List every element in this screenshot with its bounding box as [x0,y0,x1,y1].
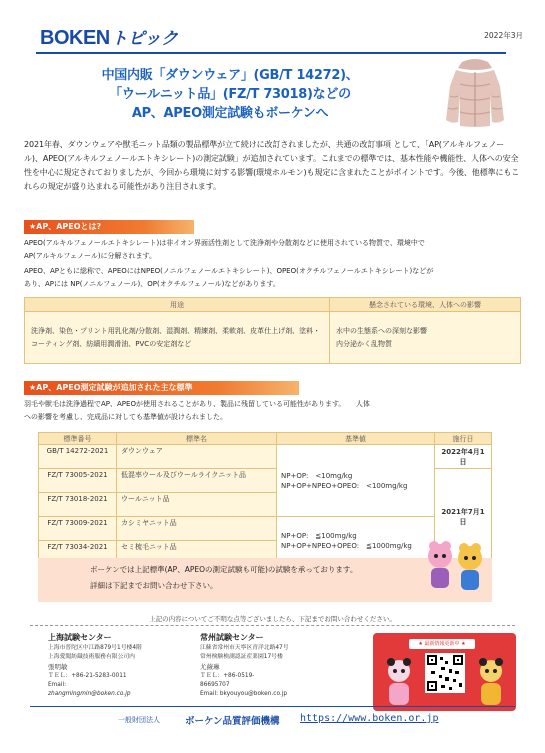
table-row [39,445,492,469]
usage-header: 用途 [25,298,330,312]
std-name: カシミヤニット品 [117,517,277,541]
contact-email[interactable]: Email: bkyouyou@boken.co.jp [200,691,288,697]
impact-item: 水中の生態系への深刻な影響 [336,326,427,335]
website-link[interactable]: https://www.boken.or.jp [300,713,439,724]
org-name: ボーケン品質評価機構 [185,716,280,727]
hero-line-2: 「ウールニット品」(FZ/T 73018)などの [109,87,351,102]
contact-email[interactable]: zhangmingmin@boken.co.jp [48,691,131,697]
std-code: FZ/T 73005-2021 [39,469,117,493]
org-type: 一般財団法人 [118,716,160,724]
section1-p2-line-a: APEO、APともに総称で、APEOにはNPEO(ノニルフェノールエトキシレート)、OPEO(オクチルフェノールエトキシレート)などが [24,267,434,275]
contact-shanghai [48,633,198,699]
update-tag: ★ 最新情報更新中 ★ [409,639,475,649]
contact-changzhou [200,633,360,699]
criteria-group-a [277,445,435,517]
std-code: FZ/T 73009-2021 [39,517,117,541]
section1-p2-line-b: あり、APには NP(ノニルフェノール)、OP(オクチルフェノール)などがあります。 [24,280,280,288]
criteria-total: NP+OP+NPEO+OPEO: ≦1000mg/kg [281,541,412,550]
contact-email-label: Email: [48,682,67,688]
issue-date: 2022年3月 [484,31,523,40]
std-name: セミ梳毛ニット品 [117,541,277,565]
std-col-number: 標準番号 [39,433,117,445]
contact-title: 上海試験センター [48,633,112,642]
impact-cell [330,312,521,364]
bottom-rule [30,706,515,707]
section2-line-2: への影響を考慮し、完成品に対しても基準値が設けられました。 [24,413,227,421]
notice-line-2: 詳細は下記までお問い合わせ下さい。 [90,581,218,590]
footer-divider [30,625,515,626]
contact-tel-continued: 86695707 [200,682,230,688]
contact-address: 上海市普陀区中江路879号1号楼4階 [48,645,142,651]
section-heading-what-is-ap-apeo: ★AP、APEOとは? [24,220,194,234]
impact-header: 懸念されている環境、人体への影響 [330,298,521,312]
hero-line-1: 中国内販「ダウンウェア」(GB/T 14272)、 [101,68,359,83]
section1-paragraph-2 [24,265,521,291]
contact-name: 尤薇琳 [200,663,220,671]
contact-tel: ＴＥＬ：+86-21-5283-0011 [48,673,127,679]
contact-address: 常州検験検測認証産業園17号楼 [200,654,283,660]
contact-address: 江蘇省常州市天寧区青洋北路47号 [200,645,289,651]
header-rule [36,52,506,54]
mascot-left-illustration [379,655,419,707]
section1-p1-line-a: APEO(アルキルフェノールエトキシレート)は非イオン界面活性剤として洗浄剤や分散剤などに使用されている物質で、環境中で [24,239,425,247]
contact-tel: ＴＥＬ：+86-0519- [200,673,255,679]
section1-p1-line-b: AP(アルキルフェノール)に分解されます。 [24,252,157,260]
section2-paragraph [24,398,521,424]
std-col-date: 施行日 [435,433,492,445]
usage-cell: 洗浄剤、染色・プリント用乳化剤/分散剤、湿潤剤、精練剤、柔軟剤、皮革仕上げ剤、塗料・コーティング剤、紡績用潤滑油、PVCの安定剤など [25,312,330,364]
std-name: 低混率ウール及びウールライクニット品 [117,469,277,493]
down-jacket-illustration [440,56,510,128]
service-notice-box [38,558,492,602]
std-code: GB/T 14272-2021 [39,445,117,469]
section-heading-added-standards: ★AP、APEO測定試験が追加された主な標準 [24,381,299,395]
std-name: ダウンウェア [117,445,277,469]
std-col-name: 標準名 [117,433,277,445]
notice-line-1: ボーケンでは上記標準(AP、APEOの測定試験も可能)の試験を承っております。 [90,565,358,574]
contact-address: 上海愛聞紡織技術服務有限公司内 [48,654,135,660]
effective-date-b: 2021年7月1日 [435,469,492,565]
usage-impact-table [24,297,521,364]
mascot-right-illustration [471,655,511,707]
qr-promo-panel [373,633,516,711]
inquiry-note: 上記の内容についてご不明な点等ございましたら、下記までお問い合わせください。 [149,615,396,623]
criteria-total: NP+OP+NPEO+OPEO: <100mg/kg [281,481,408,490]
std-code: FZ/T 73034-2021 [39,541,117,565]
section1-paragraph-1 [24,237,521,263]
contact-name: 張明敏 [48,663,68,671]
mascot-characters-illustration [420,536,490,600]
effective-date-a: 2022年4月1日 [435,445,492,469]
qr-code[interactable] [425,653,465,693]
logo-sub-text: トピック [110,29,179,48]
hero-title [30,66,430,123]
section2-line-1: 羽毛や獣毛は洗浄過程でAP、APEOが使用されることがあり、製品に残留している可能性があります。 人体 [24,400,370,408]
contact-title: 常州試験センター [200,633,264,642]
logo-main-text: BOKEN [40,27,110,49]
std-col-criteria: 基準値 [277,433,435,445]
boken-topic-logo [40,24,178,50]
criteria-np-op: NP+OP: <10mg/kg [281,471,353,480]
intro-paragraph: 2021年春、ダウンウェアや獣毛ニット品類の製品標準が立て続けに改訂されましたが、共通の改訂事項 として、「AP(アルキルフェノール)、APEO(アルキルフェノールエトキシレート)の測定試験」が追加されています。これまでの標準では、基本性能や機能性、人体への安全性を中心に規定されておりましたが、今回から環境に対する影響(環境ホルモン)も規定に含まれたことがポイントです。今後、他標準にもこれらの規定が盛り込まれる可能性があり注目されます。 [24,140,520,191]
bottom-bar [0,712,545,730]
std-name: ウールニット品 [117,493,277,517]
hero-line-3: AP、APEO測定試験もボーケンへ [131,106,329,121]
impact-item: 内分泌かく乱物質 [336,339,392,348]
criteria-np-op: NP+OP: ≦100mg/kg [281,531,357,540]
std-code: FZ/T 73018-2021 [39,493,117,517]
